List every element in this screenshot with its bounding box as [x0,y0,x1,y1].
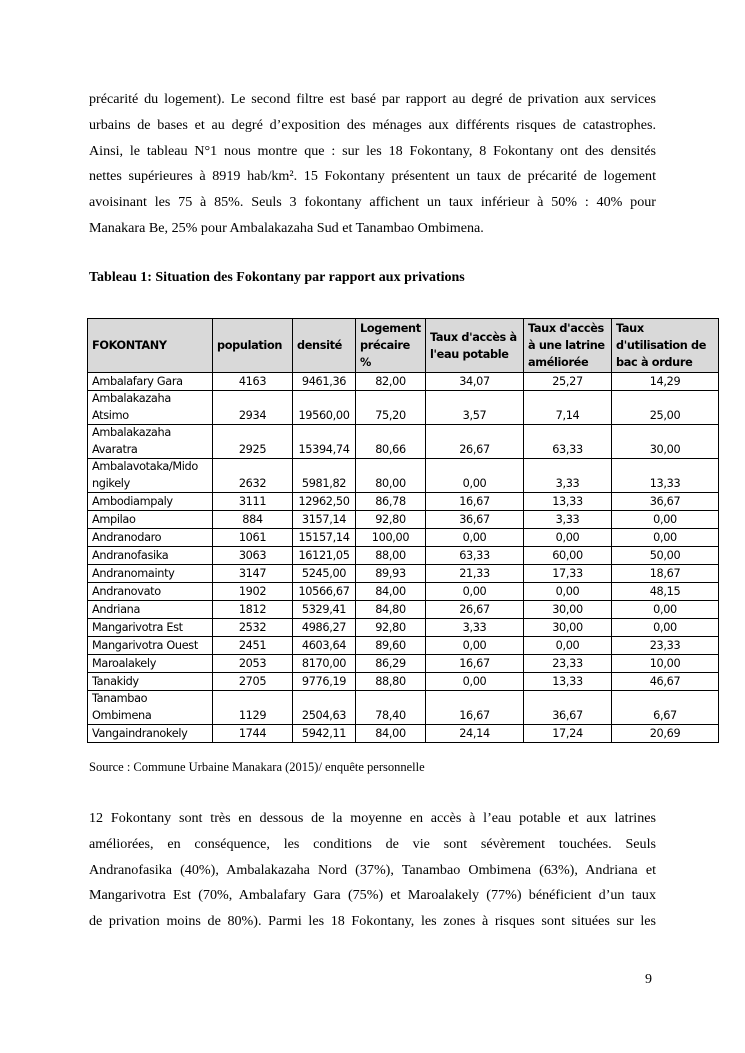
cell-logement: 82,00 [356,373,426,391]
cell-densite: 16121,05 [293,547,356,565]
cell-eau: 24,14 [426,725,524,743]
cell-population: 3063 [213,547,293,565]
cell-population: 2451 [213,637,293,655]
header-eau-potable: Taux d'accès à l'eau potable [426,319,524,373]
cell-eau: 16,67 [426,655,524,673]
cell-latrine: 0,00 [524,637,612,655]
cell-population: 2632 [213,459,293,493]
cell-densite: 3157,14 [293,511,356,529]
cell-densite: 15394,74 [293,425,356,459]
cell-logement: 84,00 [356,583,426,601]
cell-fokontany: Tanakidy [88,673,213,691]
cell-latrine: 7,14 [524,391,612,425]
cell-logement: 92,80 [356,619,426,637]
cell-logement: 80,66 [356,425,426,459]
cell-logement: 92,80 [356,511,426,529]
cell-logement: 78,40 [356,691,426,725]
cell-densite: 5981,82 [293,459,356,493]
cell-fokontany: Ambalakazaha Atsimo [88,391,213,425]
cell-bac: 46,67 [612,673,719,691]
cell-population: 3147 [213,565,293,583]
cell-densite: 5942,11 [293,725,356,743]
header-fokontany: FOKONTANY [88,319,213,373]
cell-bac: 20,69 [612,725,719,743]
cell-population: 4163 [213,373,293,391]
cell-eau: 0,00 [426,637,524,655]
table-row [88,529,719,547]
table-caption: Tableau 1: Situation des Fokontany par rapport aux privations [89,270,465,285]
cell-logement: 75,20 [356,391,426,425]
text-line: Andranofasika (40%), Ambalakazaha Nord (37%), Tanambao Ombimena (63%), Andriana et [89,861,656,878]
cell-fokontany: Ambalakazaha Avaratra [88,425,213,459]
cell-eau: 34,07 [426,373,524,391]
cell-eau: 26,67 [426,425,524,459]
table-row [88,583,719,601]
table-row [88,673,719,691]
cell-fokontany: Andranofasika [88,547,213,565]
table-row [88,565,719,583]
cell-eau: 0,00 [426,583,524,601]
cell-logement: 88,00 [356,547,426,565]
cell-bac: 48,15 [612,583,719,601]
cell-densite: 9461,36 [293,373,356,391]
cell-bac: 13,33 [612,459,719,493]
cell-population: 884 [213,511,293,529]
privations-table [87,318,719,743]
cell-densite: 4986,27 [293,619,356,637]
cell-bac: 30,00 [612,425,719,459]
cell-fokontany: Mangarivotra Est [88,619,213,637]
cell-eau: 0,00 [426,459,524,493]
cell-fokontany: Maroalakely [88,655,213,673]
cell-population: 2925 [213,425,293,459]
text-line: Ainsi, le tableau N°1 nous montre que : sur les 18 Fokontany, 8 Fokontany ont des densités [89,142,656,159]
cell-eau: 3,57 [426,391,524,425]
cell-population: 3111 [213,493,293,511]
cell-population: 1129 [213,691,293,725]
text-line: précarité du logement). Le second filtre est basé par rapport au degré de privation aux services [89,91,656,107]
header-logement-precaire: Logement précaire % [356,319,426,373]
text-line: 12 Fokontany sont très en dessous de la moyenne en accès à l’eau potable et aux latrines [89,810,656,826]
table-row [88,547,719,565]
cell-densite: 19560,00 [293,391,356,425]
text-line: de privation moins de 80%). Parmi les 18 Fokontany, les zones à risques sont situées sur les [89,913,656,930]
cell-population: 2934 [213,391,293,425]
text-line: améliorées, en conséquence, les conditions de vie sont sévèrement touchées. Seuls [89,835,656,852]
intro-paragraph [89,87,656,242]
cell-densite: 8170,00 [293,655,356,673]
cell-bac: 23,33 [612,637,719,655]
cell-bac: 25,00 [612,391,719,425]
header-densite: densité [293,319,356,373]
cell-densite: 12962,50 [293,493,356,511]
cell-latrine: 13,33 [524,673,612,691]
cell-logement: 89,60 [356,637,426,655]
cell-fokontany: Andranodaro [88,529,213,547]
table-row [88,425,719,459]
cell-latrine: 0,00 [524,583,612,601]
header-bac-ordure: Taux d'utilisation de bac à ordure [612,319,719,373]
cell-logement: 80,00 [356,459,426,493]
table-row [88,493,719,511]
page-number: 9 [645,972,652,987]
cell-logement: 84,00 [356,725,426,743]
header-population: population [213,319,293,373]
text-line: Manakara Be, 25% pour Ambalakazaha Sud et Tanambao Ombimena. [89,219,484,236]
cell-bac: 18,67 [612,565,719,583]
cell-population: 2705 [213,673,293,691]
header-latrine: Taux d'accès à une latrine améliorée [524,319,612,373]
cell-logement: 100,00 [356,529,426,547]
cell-latrine: 17,24 [524,725,612,743]
cell-densite: 10566,67 [293,583,356,601]
cell-eau: 0,00 [426,673,524,691]
table-row [88,619,719,637]
cell-latrine: 23,33 [524,655,612,673]
cell-bac: 14,29 [612,373,719,391]
cell-eau: 21,33 [426,565,524,583]
cell-latrine: 30,00 [524,619,612,637]
table-row [88,655,719,673]
cell-population: 1902 [213,583,293,601]
cell-densite: 2504,63 [293,691,356,725]
cell-population: 2532 [213,619,293,637]
cell-densite: 5329,41 [293,601,356,619]
cell-eau: 63,33 [426,547,524,565]
cell-densite: 4603,64 [293,637,356,655]
cell-densite: 9776,19 [293,673,356,691]
cell-fokontany: Mangarivotra Ouest [88,637,213,655]
cell-latrine: 13,33 [524,493,612,511]
cell-densite: 5245,00 [293,565,356,583]
cell-population: 2053 [213,655,293,673]
table-row [88,373,719,391]
cell-eau: 26,67 [426,601,524,619]
cell-fokontany: Andranomainty [88,565,213,583]
cell-bac: 0,00 [612,601,719,619]
table-row [88,459,719,493]
text-line: avoisinant les 75 à 85%. Seuls 3 fokontany affichent un taux inférieur à 50% : 40% pour [89,194,656,211]
cell-latrine: 3,33 [524,459,612,493]
cell-bac: 36,67 [612,493,719,511]
cell-logement: 86,78 [356,493,426,511]
cell-latrine: 30,00 [524,601,612,619]
cell-eau: 36,67 [426,511,524,529]
cell-latrine: 25,27 [524,373,612,391]
cell-latrine: 0,00 [524,529,612,547]
cell-densite: 15157,14 [293,529,356,547]
cell-fokontany: Andranovato [88,583,213,601]
text-line: nettes supérieures à 8919 hab/km². 15 Fokontany présentent un taux de précarité de logement [89,168,656,185]
cell-bac: 0,00 [612,619,719,637]
cell-logement: 89,93 [356,565,426,583]
table-row [88,601,719,619]
cell-eau: 16,67 [426,493,524,511]
cell-eau: 16,67 [426,691,524,725]
cell-latrine: 3,33 [524,511,612,529]
cell-fokontany: Ambodiampaly [88,493,213,511]
cell-logement: 88,80 [356,673,426,691]
cell-latrine: 63,33 [524,425,612,459]
cell-latrine: 36,67 [524,691,612,725]
cell-eau: 3,33 [426,619,524,637]
table-row [88,637,719,655]
cell-logement: 84,80 [356,601,426,619]
table-row [88,725,719,743]
cell-eau: 0,00 [426,529,524,547]
table-row [88,391,719,425]
cell-fokontany: Ampilao [88,511,213,529]
table-header-row [88,319,719,373]
cell-fokontany: Ambalavotaka/Mido ngikely [88,459,213,493]
cell-latrine: 17,33 [524,565,612,583]
cell-fokontany: Vangaindranokely [88,725,213,743]
cell-bac: 0,00 [612,529,719,547]
second-paragraph [89,806,656,935]
cell-fokontany: Tanambao Ombimena [88,691,213,725]
cell-population: 1812 [213,601,293,619]
cell-bac: 6,67 [612,691,719,725]
cell-bac: 10,00 [612,655,719,673]
cell-latrine: 60,00 [524,547,612,565]
text-line: urbains de bases et au degré d’exposition des ménages aux différents risques de catastrophes. [89,116,656,133]
table-row [88,691,719,725]
cell-bac: 50,00 [612,547,719,565]
cell-bac: 0,00 [612,511,719,529]
cell-population: 1061 [213,529,293,547]
cell-population: 1744 [213,725,293,743]
cell-fokontany: Andriana [88,601,213,619]
text-line: Mangarivotra Est (70%, Ambalafary Gara (75%) et Maroalakely (77%) bénéficient d’un taux [89,887,656,904]
table-body [88,373,719,743]
source-note: Source : Commune Urbaine Manakara (2015)/ enquête personnelle [89,760,425,774]
cell-fokontany: Ambalafary Gara [88,373,213,391]
cell-logement: 86,29 [356,655,426,673]
table-row [88,511,719,529]
